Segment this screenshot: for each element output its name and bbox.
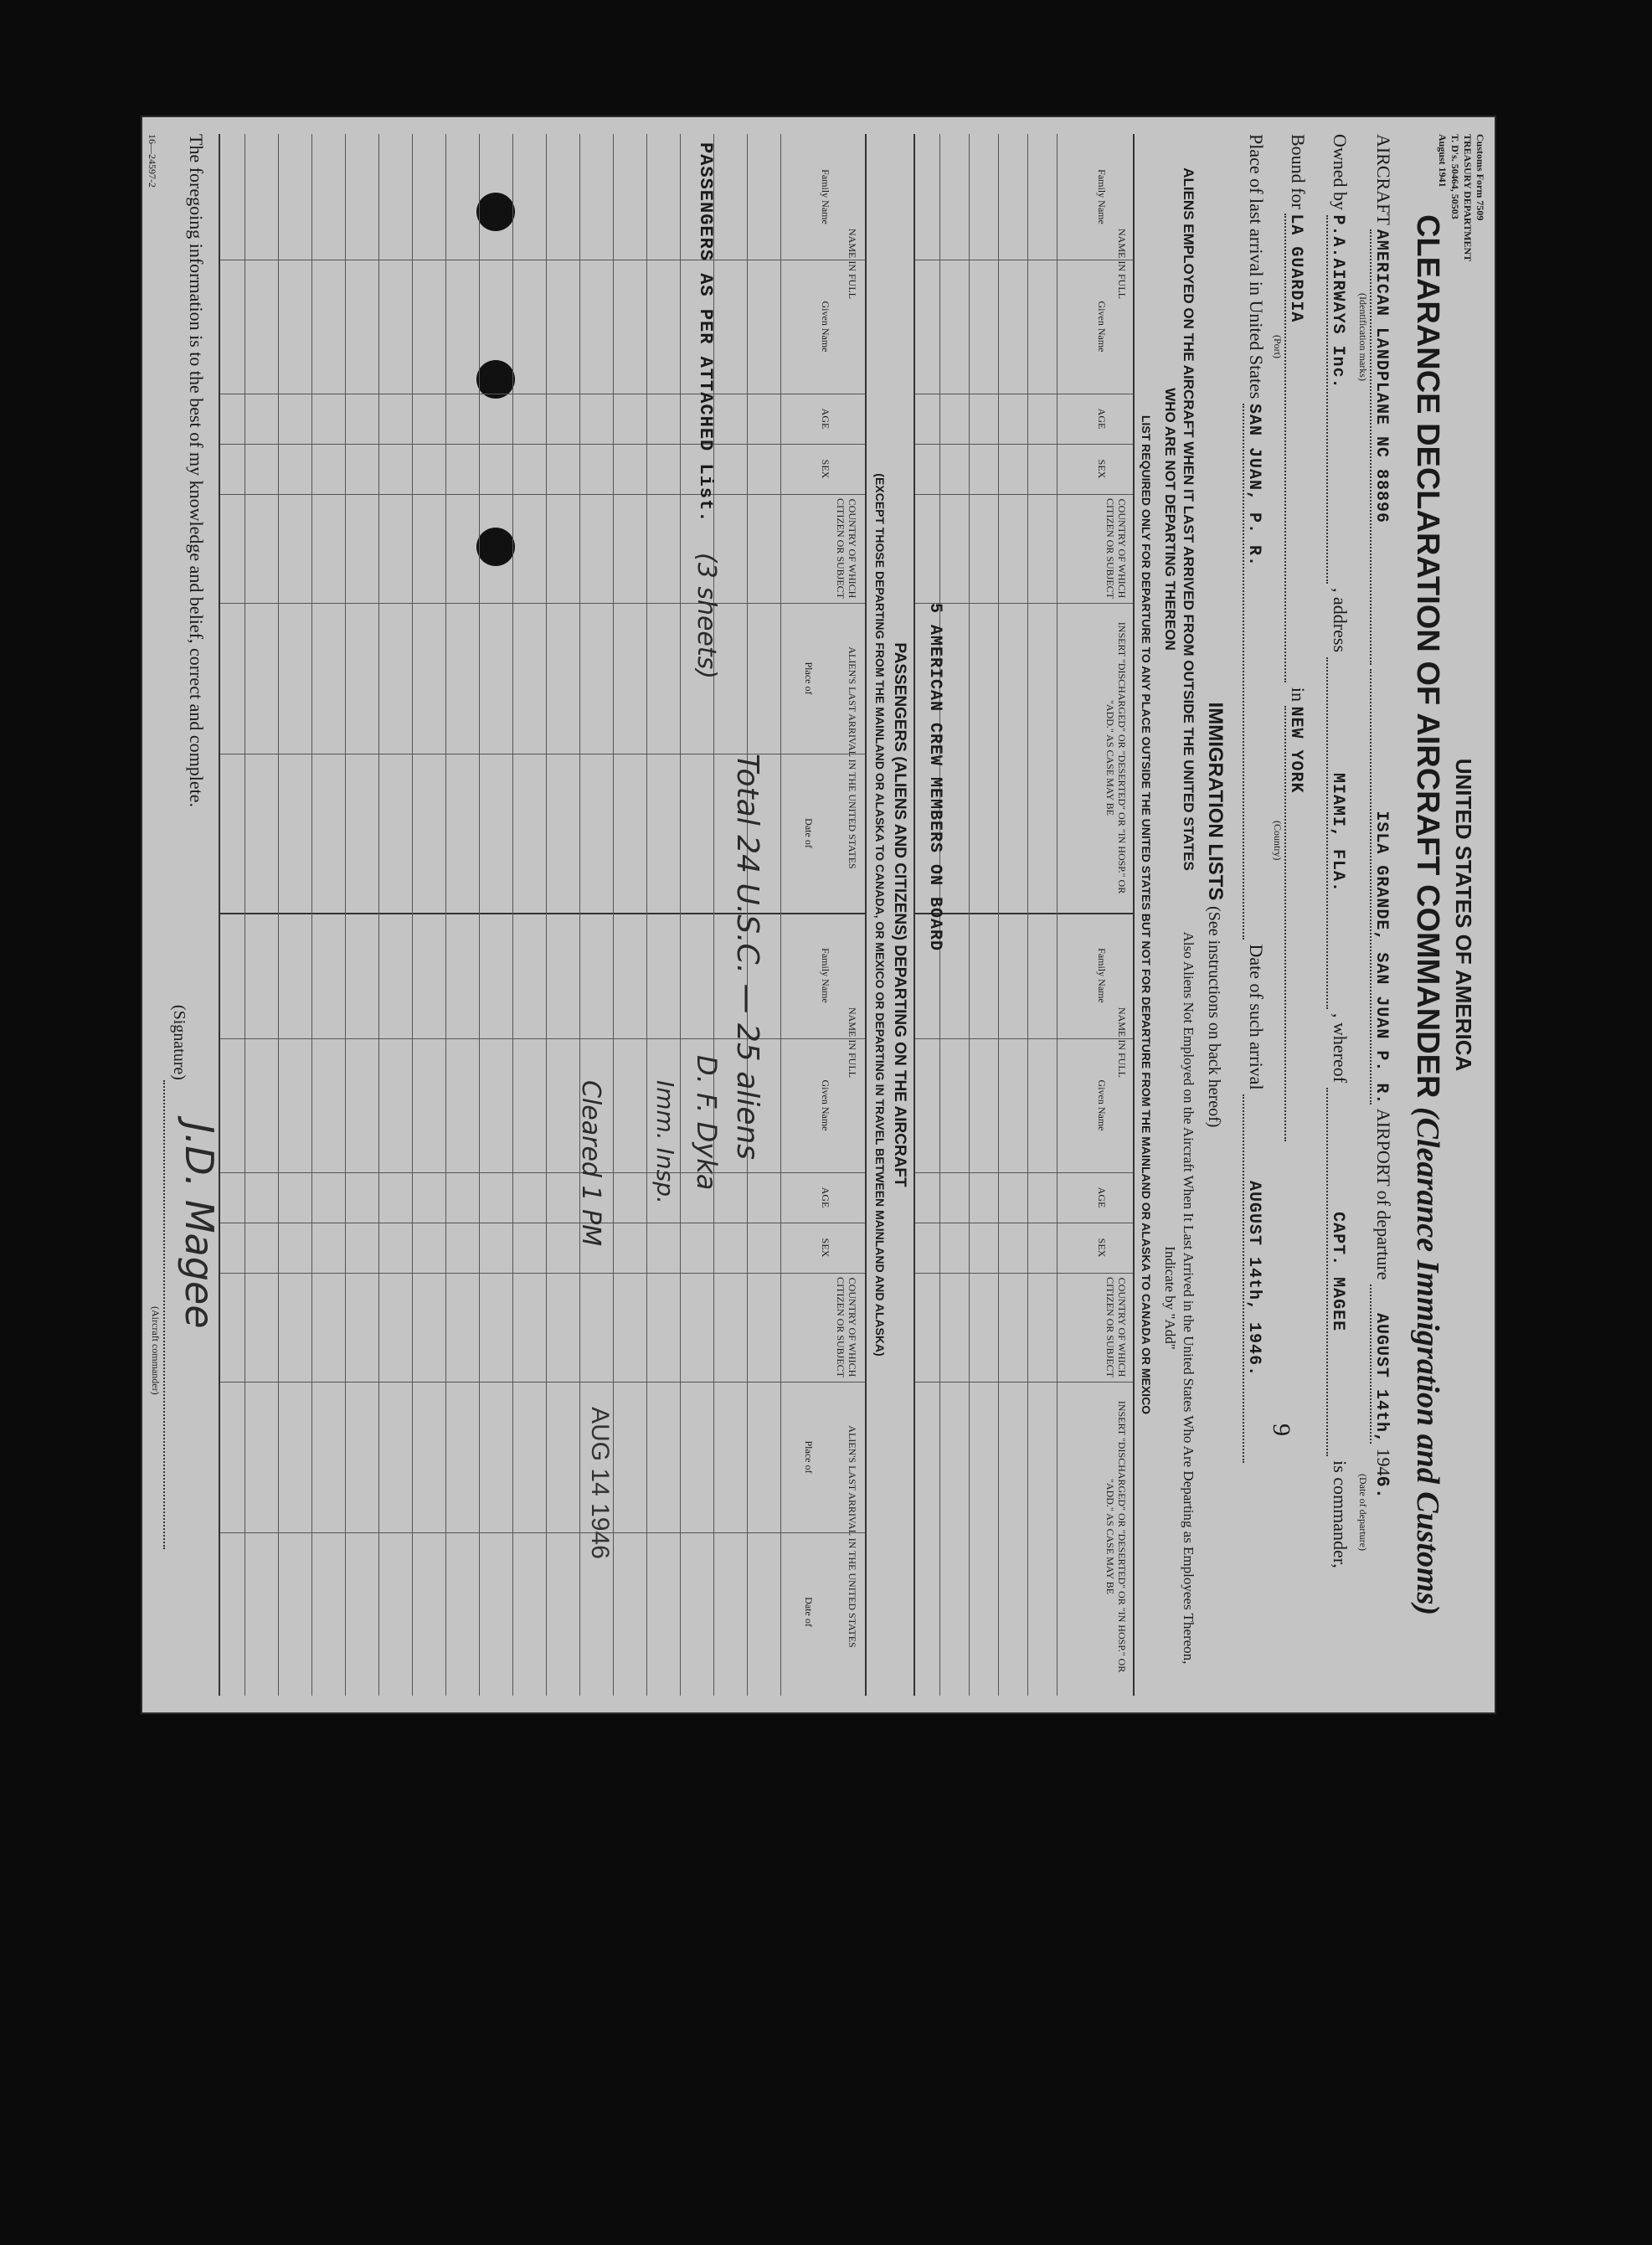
crew-sex: SEX bbox=[1096, 459, 1108, 479]
commander-value: CAPT. MAGEE bbox=[1326, 1088, 1347, 1456]
pax2-age: AGE bbox=[820, 1187, 831, 1208]
hand-title: Imm. Insp. bbox=[651, 1080, 679, 1204]
port-caption: (Port) bbox=[1272, 335, 1284, 358]
aircraft-label: AIRCRAFT bbox=[1373, 134, 1394, 225]
crew-name-in-full: NAME IN FULL bbox=[1116, 229, 1128, 299]
owned-value: P.A.AIRWAYS Inc. bbox=[1326, 215, 1347, 584]
crew2-insert: INSERT "DISCHARGED" OR "DESERTED" OR "IN HOSP." OR "ADD." AS CASE MAY BE bbox=[1104, 1400, 1128, 1673]
signature-label: (Signature) bbox=[170, 1005, 188, 1080]
crew-country: COUNTRY OF WHICH CITIZEN OR SUBJECT bbox=[1104, 498, 1128, 599]
pax-given-name: Given Name bbox=[820, 301, 831, 353]
department: TREASURY DEPARTMENT bbox=[1462, 134, 1474, 262]
pax-age: AGE bbox=[820, 408, 831, 430]
bound-row bbox=[1284, 134, 1309, 1141]
form-title bbox=[1409, 117, 1446, 1712]
list-required-note: LIST REQUIRED ONLY FOR DEPARTURE TO ANY PLACE OUTSIDE THE UNITED STATES BUT NOT FOR DEPARTURE FROM THE MAINLAND OR ALASKA TO CANADA OR MEXICO bbox=[1140, 415, 1153, 1415]
immigration-heading bbox=[1203, 117, 1227, 1712]
margin-number: 9 bbox=[1268, 1424, 1295, 1436]
last-arrival-row bbox=[1243, 134, 1267, 1463]
crew2-given-name: Given Name bbox=[1096, 1079, 1108, 1131]
airport-label: AIRPORT of departure bbox=[1373, 1108, 1394, 1280]
aircraft-row bbox=[1370, 134, 1394, 1500]
country-value: NEW YORK bbox=[1284, 706, 1305, 1141]
rotated-form bbox=[142, 117, 1495, 1712]
hand-total: Total 24 U.S.C. — 25 aliens bbox=[730, 754, 764, 1161]
date-caption: (Date of departure) bbox=[1357, 1474, 1369, 1551]
crew-family-name: Family Name bbox=[1096, 169, 1108, 224]
departure-date-value: AUGUST 14th, bbox=[1370, 1285, 1391, 1444]
customs-form-number: Customs Form 7509 bbox=[1474, 134, 1486, 221]
pax-family-name: Family Name bbox=[820, 169, 831, 224]
whereof-label: , whereof bbox=[1330, 1013, 1351, 1084]
passengers-subheading: (EXCEPT THOSE DEPARTING FROM THE MAINLAND OR ALASKA TO CANADA, OR MEXICO OR DEPARTING IN TRAVEL BETWEEN MAINLAND AND ALASKA) bbox=[873, 473, 887, 1357]
last-arrival-label: Place of last arrival in United States bbox=[1246, 134, 1267, 399]
country-caption: (Country) bbox=[1272, 821, 1284, 861]
pax-sex: SEX bbox=[820, 459, 831, 479]
bound-value: LA GUARDIA bbox=[1284, 214, 1305, 682]
right-list-heading: Also Aliens Not Employed on the Aircraft When It Last Arrived in the United States Who Are Departing as Employees Thereon, Indicate by "Add" bbox=[1161, 931, 1197, 1665]
crew-given-name: Given Name bbox=[1096, 301, 1108, 353]
pax2-family-name: Family Name bbox=[820, 948, 831, 1003]
pax2-given-name: Given Name bbox=[820, 1079, 831, 1131]
pax2-country: COUNTRY OF WHICH CITIZEN OR SUBJECT bbox=[834, 1277, 858, 1377]
year-suffix: 6. bbox=[1372, 1475, 1392, 1500]
date-arrival-label: Date of such arrival bbox=[1246, 944, 1267, 1090]
pax-aliens-last: ALIEN'S LAST ARRIVAL IN THE UNITED STATES bbox=[847, 646, 858, 869]
owned-label: Owned by bbox=[1330, 134, 1351, 211]
bound-label: Bound for bbox=[1288, 134, 1309, 209]
crew-stamp: 5 AMERICAN CREW MEMBERS ON BOARD bbox=[925, 603, 944, 952]
document-page bbox=[142, 117, 1495, 1712]
left-list-heading: ALIENS EMPLOYED ON THE AIRCRAFT WHEN IT LAST ARRIVED FROM OUTSIDE THE UNITED STATES WHO ARE NOT DEPARTING THEREON bbox=[1161, 167, 1197, 871]
aircraft-value: AMERICAN LANDPLANE NC 88896 bbox=[1370, 229, 1391, 665]
pax2-aliens-last: ALIEN'S LAST ARRIVAL IN THE UNITED STATES bbox=[847, 1425, 858, 1648]
form-date: August 1941 bbox=[1437, 134, 1449, 188]
pax-name-in-full: NAME IN FULL bbox=[847, 229, 858, 299]
passenger-table bbox=[219, 134, 867, 1696]
crew-insert: INSERT "DISCHARGED" OR "DESERTED" OR "IN HOSP." OR "ADD." AS CASE MAY BE bbox=[1104, 621, 1128, 894]
date-arrival-value: AUGUST 14th, 1946. bbox=[1243, 1094, 1263, 1463]
crew2-family-name: Family Name bbox=[1096, 948, 1108, 1003]
pax2-date-of: Date of bbox=[803, 1597, 815, 1627]
owned-row bbox=[1326, 134, 1351, 1568]
in-label: in bbox=[1288, 687, 1309, 702]
date-stamp: AUG 14 1946 bbox=[586, 1407, 614, 1559]
pax-country: COUNTRY OF WHICH CITIZEN OR SUBJECT bbox=[834, 498, 858, 599]
hand-cleared: Cleared 1 PM bbox=[576, 1080, 605, 1247]
crew-table bbox=[913, 134, 1135, 1696]
pax-date-of: Date of bbox=[803, 818, 815, 848]
immigration-note: (See instructions on back hereof) bbox=[1205, 906, 1223, 1128]
pax2-place-of: Place of bbox=[803, 1440, 815, 1474]
country-heading: UNITED STATES OF AMERICA bbox=[1451, 758, 1476, 1072]
hand-initials: D. F. Dyka bbox=[691, 1055, 723, 1191]
id-marks-caption: (Identification marks) bbox=[1357, 293, 1369, 381]
last-arrival-value: SAN JUAN, P. R. bbox=[1243, 404, 1263, 940]
address-label: , address bbox=[1330, 588, 1351, 653]
signature-value: J.D. Magee bbox=[177, 1122, 222, 1329]
declaration-text: The foregoing information is to the best of my knowledge and belief, correct and complete. bbox=[186, 134, 207, 807]
crew2-age: AGE bbox=[1096, 1187, 1108, 1208]
passengers-typed-note: PASSENGERS AS PER ATTACHED List. bbox=[695, 142, 716, 523]
year-prefix: 194 bbox=[1373, 1448, 1394, 1476]
form-subtitle: (Clearance Immigration and Customs) bbox=[1410, 1107, 1445, 1616]
crew-age: AGE bbox=[1096, 408, 1108, 430]
crew2-name-in-full: NAME IN FULL bbox=[1116, 1007, 1128, 1078]
pax-place-of: Place of bbox=[803, 662, 815, 695]
crew2-country: COUNTRY OF WHICH CITIZEN OR SUBJECT bbox=[1104, 1277, 1128, 1377]
commander-label: is commander, bbox=[1330, 1460, 1351, 1568]
print-code: 16—24597-2 bbox=[147, 134, 158, 188]
form-title-main: CLEARANCE DECLARATION OF AIRCRAFT COMMANDER bbox=[1410, 214, 1445, 1099]
hand-sheets: (3 sheets) bbox=[692, 553, 721, 679]
pax2-name-in-full: NAME IN FULL bbox=[847, 1007, 858, 1078]
immigration-title: IMMIGRATION LISTS bbox=[1204, 702, 1227, 901]
pax2-sex: SEX bbox=[820, 1238, 831, 1258]
commander-caption: (Aircraft commander) bbox=[150, 1306, 162, 1395]
airport-value: ISLA GRANDE, SAN JUAN P. R. bbox=[1370, 669, 1391, 1104]
td-numbers: T. D's. 50464, 50503 bbox=[1449, 134, 1461, 219]
address-value: MIAMI, FLA. bbox=[1326, 657, 1347, 1009]
crew2-sex: SEX bbox=[1096, 1238, 1108, 1258]
passengers-heading: PASSENGERS (ALIENS AND CITIZENS) DEPARTING ON THE AIRCRAFT bbox=[891, 642, 908, 1187]
